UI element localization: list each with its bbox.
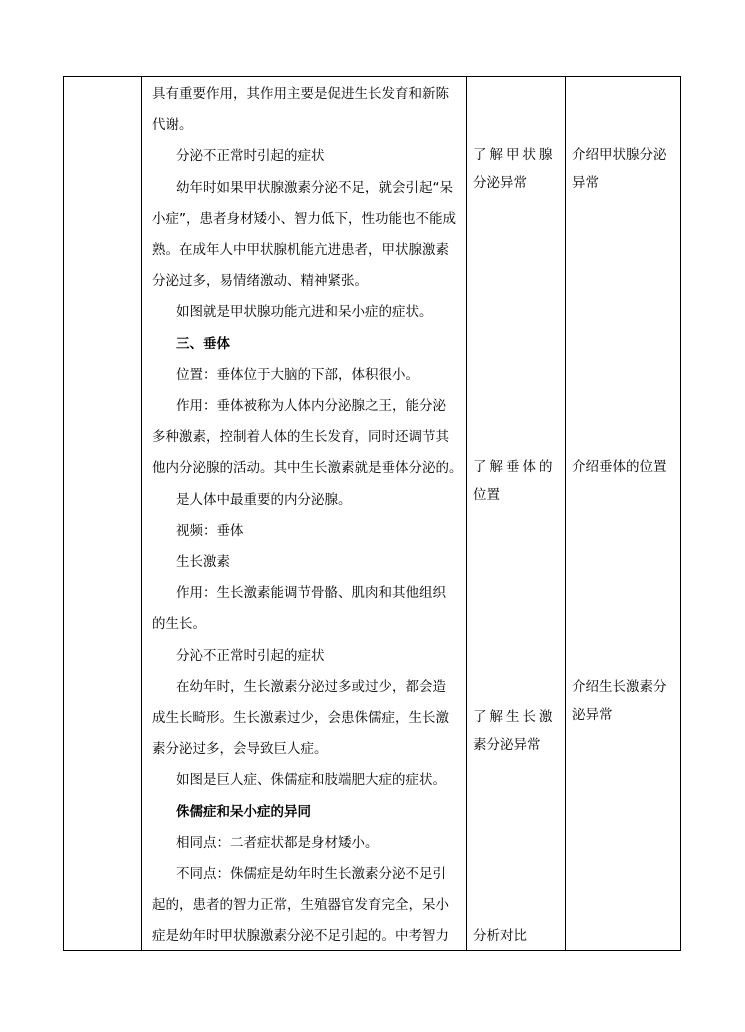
text-line: 不同点：侏儒症是幼年时生长激素分泌不足引 <box>176 866 446 882</box>
text-line: 素分泌过多，会导致巨人症。 <box>152 741 328 758</box>
text-line: 在幼年时，生长激素分泌过多或过少，都会造 <box>176 678 446 695</box>
activity-block-compare <box>473 922 561 950</box>
intent-block-growth <box>572 673 680 729</box>
text-line: 作用：生长激素能调节骨骼、肌肉和其他组织 <box>176 585 446 602</box>
text-line: 分沁不正常时引起的症状 <box>176 647 325 664</box>
intent-line: 介绍垂体的位置 <box>572 459 667 475</box>
activity-block-pituitary <box>473 453 561 509</box>
section-heading: 三、垂体 <box>176 335 230 352</box>
text-line: 如图就是甲状腺功能亢进和呆小症的症状。 <box>176 304 433 321</box>
intent-line: 异常 <box>572 175 599 191</box>
section-heading: 侏儒症和呆小症的异同 <box>176 803 311 820</box>
lesson-table <box>63 76 681 951</box>
text-line: 小症”，患者身材矮小、智力低下，性功能也不能成 <box>152 210 456 227</box>
intent-line: 介绍生长激素分 <box>572 679 667 695</box>
text-line: 分泌过多，易情绪激动、精神紧张。 <box>152 273 368 290</box>
text-line: 位置：垂体位于大脑的下部，体积很小。 <box>176 366 419 383</box>
activity-block-growth <box>473 703 561 759</box>
text-line: 他内分泌腺的活动。其中生长激素就是垂体分泌的。 <box>152 460 463 477</box>
intent-block-pituitary <box>572 453 680 481</box>
text-line: 分泌不正常时引起的症状 <box>176 148 325 165</box>
text-line: 生长激素 <box>176 554 230 570</box>
text-line: 具有重要作用，其作用主要是促进生长发育和新陈 <box>152 86 449 102</box>
text-line: 熟。在成年人中甲状腺机能亢进患者，甲状腺激素 <box>152 242 449 258</box>
text-line: 幼年时如果甲状腺激素分泌不足，就会引起“呆 <box>176 179 453 196</box>
activity-line: 了解垂体的 <box>473 459 556 475</box>
activity-line: 了解生长激 <box>473 709 556 725</box>
activity-line: 分泌异常 <box>473 175 527 191</box>
column-divider <box>141 77 142 950</box>
text-line: 代谢。 <box>152 117 193 134</box>
column-divider <box>565 77 566 950</box>
intent-line: 介绍甲状腺分泌 <box>572 147 667 163</box>
text-line: 症是幼年时甲状腺激素分泌不足引起的。中考智力 <box>152 928 449 945</box>
text-line: 作用：垂体被称为人体内分泌腺之王，能分泌 <box>176 398 446 414</box>
text-line: 是人体中最重要的内分泌腺。 <box>176 491 352 508</box>
activity-line: 素分泌异常 <box>473 737 541 753</box>
intent-block-thyroid <box>572 141 680 197</box>
text-line: 成生长畸形。生长激素过少，会患侏儒症，生长激 <box>152 710 449 726</box>
intent-line: 泌异常 <box>572 707 613 723</box>
activity-line: 位置 <box>473 487 500 503</box>
activity-block-thyroid <box>473 141 561 197</box>
activity-line: 分析对比 <box>473 928 527 944</box>
text-line: 起的，患者的智力正常，生殖器官发育完全，呆小 <box>152 897 449 914</box>
text-line: 多种激素，控制着人体的生长发育，同时还调节其 <box>152 429 449 446</box>
text-line: 如图是巨人症、侏儒症和肢端肥大症的症状。 <box>176 772 446 789</box>
text-line: 的生长。 <box>152 616 206 633</box>
activity-line: 了解甲状腺 <box>473 147 556 163</box>
column-divider <box>466 77 467 950</box>
text-line: 视频：垂体 <box>176 522 244 539</box>
text-line: 相同点：二者症状都是身材矮小。 <box>176 834 379 851</box>
